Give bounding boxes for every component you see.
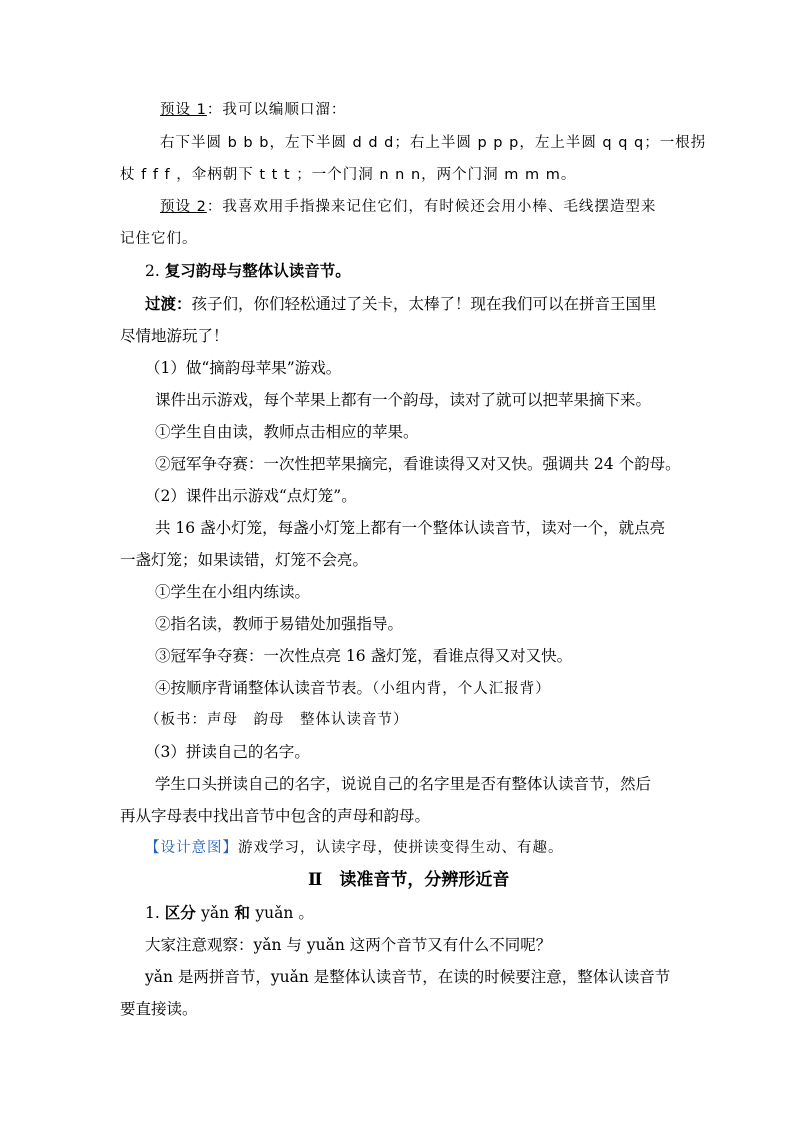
game1-desc: 课件出示游戏，每个苹果上都有一个韵母，读对了就可以把苹果摘下来。 <box>155 391 652 409</box>
design-intent-label: 【设计意图】 <box>145 840 238 856</box>
game2-step4: ④按顺序背诵整体认读音节表。 <box>155 679 373 697</box>
preset2-label: 预设 2 <box>160 199 207 215</box>
preset1-line: 预设 1：我可以编顺口溜： <box>160 102 347 118</box>
syllable-yan: yǎn <box>201 904 230 922</box>
game2-step1: ①学生在小组内练读。 <box>155 583 311 601</box>
game2-step2: ②指名读，教师于易错处加强指导。 <box>155 615 404 633</box>
section2-heading <box>145 261 351 281</box>
game2-step4-line <box>155 678 551 699</box>
game1-title: （1）做“摘韵母苹果”游戏。 <box>145 359 342 377</box>
item1-explain-line1: yǎn 是两拼音节，yuǎn 是整体认读音节，在读的时候要注意，整体认读音节 <box>145 968 671 986</box>
board-writing: （板书：声母 韵母 整体认读音节） <box>145 712 409 728</box>
preset2-text: 我喜欢用手指操来记住它们，有时候还会用小棒、毛线摆造型来 <box>222 199 657 215</box>
game1-step1: ①学生自由读，教师点击相应的苹果。 <box>155 423 419 441</box>
item1-heading: 1. 区分 yǎn 和 yuǎn 。 <box>145 903 314 922</box>
game2-title: （2）课件出示游戏“点灯笼”。 <box>145 487 357 505</box>
preset2-line1: 预设 2：我喜欢用手指操来记住它们，有时候还会用小棒、毛线摆造型来 <box>160 199 657 215</box>
item1-explain-line2: 要直接读。 <box>120 1000 198 1018</box>
game2-desc-line1: 共 16 盏小灯笼，每盏小灯笼上都有一个整体认读音节，读对一个，就点亮 <box>155 519 666 537</box>
preset2-line2: 记住它们。 <box>120 231 198 247</box>
transition-line2: 尽情地游玩了！ <box>120 327 229 345</box>
game1-step2: ②冠军争夺赛：一次性把苹果摘完，看谁读得又对又快。强调共 24 个韵母。 <box>155 455 681 473</box>
game2-step3: ③冠军争夺赛：一次性点亮 16 盏灯笼，看谁点得又对又快。 <box>155 647 573 665</box>
transition-label: 过渡： <box>145 294 192 313</box>
section2-title: 复习韵母与整体认读音节。 <box>164 261 351 280</box>
game3-title: （3）拼读自己的名字。 <box>145 743 310 761</box>
game2-desc-line2: 一盏灯笼；如果读错，灯笼不会亮。 <box>120 551 369 569</box>
item1-number: 1. <box>145 904 160 922</box>
transition-line1: 过渡：孩子们，你们轻松通过了关卡，太棒了！现在我们可以在拼音王国里 <box>145 294 657 313</box>
design-intent <box>145 838 564 858</box>
preset1-body-line1: 右下半圆 b b b，左下半圆 d d d；右上半圆 p p p，左上半圆 q q q；一根拐 <box>160 135 707 151</box>
preset1-text: 我可以编顺口溜： <box>222 102 347 118</box>
game3-desc-line2: 再从字母表中找出音节中包含的声母和韵母。 <box>120 807 431 825</box>
preset1-label: 预设 1 <box>160 102 207 118</box>
design-intent-text: 游戏学习，认读字母，使拼读变得生动、有趣。 <box>238 840 564 856</box>
item1-observe: 大家注意观察：yǎn 与 yuǎn 这两个音节又有什么不同呢？ <box>145 936 552 954</box>
part2-heading: Ⅱ 读准音节，分辨形近音 <box>308 870 510 890</box>
game2-step4-note: （小组内背，个人汇报背） <box>372 681 551 697</box>
preset1-body-line2: 杖 f f f ，伞柄朝下 t t t ；一个门洞 n n n，两个门洞 m m m。 <box>120 167 577 183</box>
section2-number: 2. <box>145 262 160 280</box>
syllable-yuan: yuǎn <box>255 904 294 922</box>
game3-desc-line1: 学生口头拼读自己的名字，说说自己的名字里是否有整体认读音节，然后 <box>155 775 652 793</box>
